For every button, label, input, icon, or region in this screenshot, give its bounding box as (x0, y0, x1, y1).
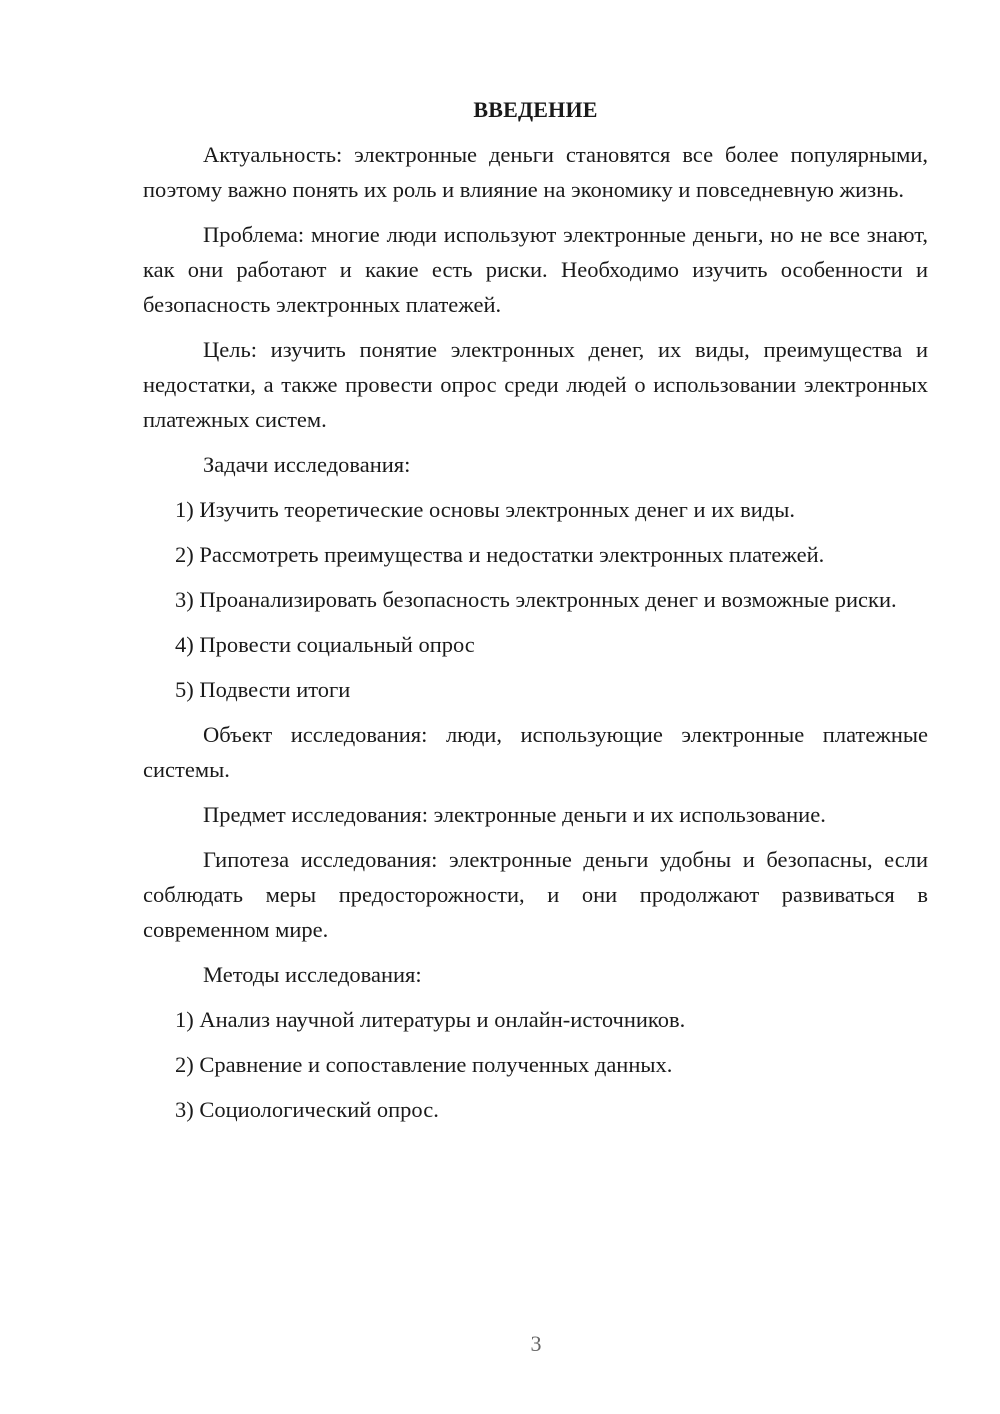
task-item: 2) Рассмотреть преимущества и недостатки электронных платежей. (175, 542, 825, 567)
methods-heading: Методы исследования: (203, 962, 422, 987)
tasks-heading: Задачи исследования: (203, 452, 411, 477)
subject-paragraph: Предмет исследования: электронные деньги и их использование. (203, 802, 826, 827)
object-paragraph: Объект исследования: люди, использующие электронные платежные системы. (143, 722, 928, 782)
relevance-paragraph: Актуальность: электронные деньги становятся все более популярными, поэтому важно понять их роль и влияние на экономику и повседневную жизнь. (143, 142, 928, 202)
method-item: 3) Социологический опрос. (175, 1097, 439, 1122)
page-number: 3 (530, 1331, 542, 1356)
task-item: 4) Провести социальный опрос (175, 632, 475, 657)
page-content (143, 92, 928, 1137)
page-title: ВВЕДЕНИЕ (473, 97, 598, 122)
task-item: 5) Подвести итоги (175, 677, 351, 702)
problem-paragraph: Проблема: многие люди используют электронные деньги, но не все знают, как они работают и какие есть риски. Необходимо изучить особенности и безопасность электронных платежей. (143, 222, 928, 317)
task-item: 3) Проанализировать безопасность электронных денег и возможные риски. (175, 587, 897, 612)
goal-paragraph: Цель: изучить понятие электронных денег, их виды, преимущества и недостатки, а также провести опрос среди людей о использовании электронных платежных систем. (143, 337, 928, 432)
hypothesis-paragraph: Гипотеза исследования: электронные деньги удобны и безопасны, если соблюдать меры предосторожности, и они продолжают развиваться в современном мире. (143, 847, 928, 942)
task-item: 1) Изучить теоретические основы электронных денег и их виды. (175, 497, 795, 522)
method-item: 1) Анализ научной литературы и онлайн-источников. (175, 1007, 686, 1032)
method-item: 2) Сравнение и сопоставление полученных данных. (175, 1052, 673, 1077)
